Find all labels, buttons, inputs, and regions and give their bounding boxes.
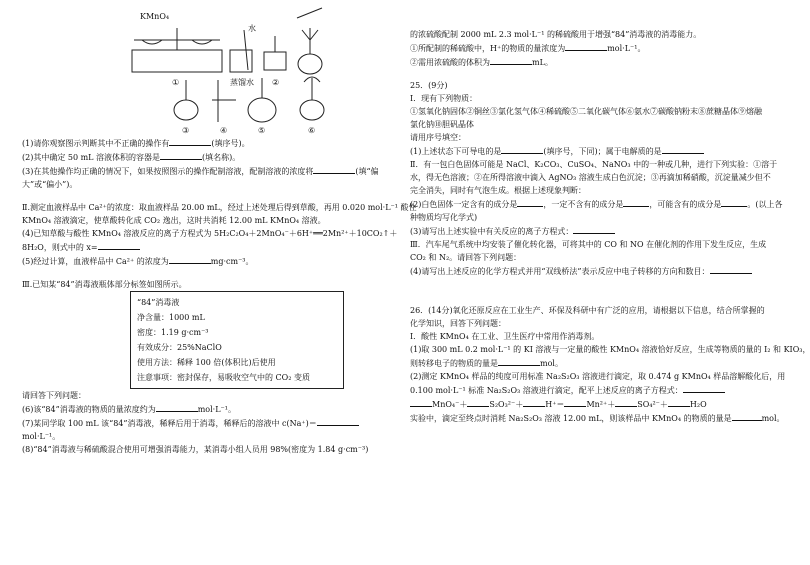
q25-instruction: 请用序号填空： (410, 133, 466, 142)
fig-label-3: ③ (182, 126, 190, 135)
question-8-part-1: ①所配制的稀硫酸中，H⁺的物质的量浓度为 mol·L⁻¹。 (410, 41, 782, 55)
question-2: (2)其中确定 50 mL 溶液体积的容器是 (填名称)。 (22, 150, 394, 164)
q25-question-2-cont: 种物质均写化学式) (410, 213, 478, 222)
answer-blank[interactable] (498, 356, 540, 366)
apparatus-diagram (22, 0, 394, 136)
answer-blank[interactable] (668, 397, 690, 407)
answer-blank[interactable] (683, 383, 725, 393)
answer-blank[interactable] (721, 197, 747, 207)
kmno4-label: KMnO₄ (140, 12, 170, 21)
q26-question-3: 实验中，滴定至终点时消耗 Na₂S₂O₃ 溶液 12.00 mL，则该样品中 KMnO₄ 的物质的量是 mol。 (410, 411, 782, 425)
answer-blank[interactable] (564, 397, 586, 407)
question-8-part-2: ②需用浓硫酸的体积为 mL。 (410, 55, 782, 69)
label-title: “84”消毒液 (137, 298, 180, 307)
answer-blank[interactable] (467, 397, 489, 407)
section-3-intro: Ⅲ.已知某“84”消毒液瓶体部分标签如图所示。 (22, 280, 187, 289)
answer-blank[interactable] (501, 144, 543, 154)
q26-intro-cont: 化学知识，回答下列问题： (410, 319, 506, 328)
right-column (410, 28, 810, 425)
fig-label-5: ⑤ (258, 126, 266, 135)
distilled-water-label: 蒸馏水 (230, 78, 254, 87)
question-25-heading: 25．(9分) (410, 81, 448, 90)
fig-label-2: ② (272, 78, 280, 87)
answer-blank[interactable] (662, 144, 704, 154)
disinfectant-label-box (130, 291, 344, 389)
answer-blank[interactable] (317, 416, 359, 426)
q25-question-1: (1)上述状态下可导电的是 (填序号，下同)；属于电解质的是 (410, 144, 782, 158)
answer-blank[interactable] (523, 397, 545, 407)
section-2-line-1: Ⅱ.测定血液样品中 Ca²⁺的浓度：取血液样品 20.00 mL，经过上述处理后得到草酸，再用 0.020 mol·L⁻¹ 酸性 (22, 203, 417, 212)
q26-part-1: Ⅰ．酸性 KMnO₄ 在工业、卫生医疗中常用作消毒剂。 (410, 332, 600, 341)
answer-blank[interactable] (565, 41, 607, 51)
answer-blank[interactable] (410, 397, 432, 407)
question-7-unit: mol·L⁻¹。 (22, 432, 61, 441)
answer-blank[interactable] (732, 411, 762, 421)
q25-materials-cont: 氯化钠⑩胆矾晶体 (410, 120, 474, 129)
answer-blank[interactable] (573, 224, 615, 234)
question-26-heading: 26．(14分)氧化还原反应在工业生产、环保及科研中有广泛的应用，请根据以下信息，结合所掌握的 (410, 306, 765, 315)
question-1: (1)请你观察图示判断其中不正确的操作有 (填序号)。 (22, 136, 394, 150)
section-2-line-2: KMnO₄ 溶液滴定，使草酸转化成 CO₂ 逸出，这时共消耗 12.00 mL KMnO₄ 溶液。 (22, 216, 326, 225)
question-3-cont: 大”或“偏小”)。 (22, 180, 78, 189)
left-column (22, 0, 417, 456)
fig-label-6: ⑥ (308, 126, 316, 135)
question-5: (5)经过计算，血液样品中 Ca²⁺ 的浓度为 mg·cm⁻³。 (22, 254, 394, 268)
question-4: (4)已知草酸与酸性 KMnO₄ 溶液反应的离子方程式为 5H₂C₂O₄＋2MnO₄⁻＋6H⁺══2Mn²⁺＋10CO₂↑＋ (22, 229, 398, 238)
q25-part-1: Ⅰ．现有下列物质： (410, 94, 478, 103)
answer-blank[interactable] (169, 136, 211, 146)
answer-blank[interactable] (156, 402, 198, 412)
q26-question-1: (1)取 300 mL 0.2 mol·L⁻¹ 的 KI 溶液与一定量的酸性 KMnO₄ 溶液恰好反应，生成等物质的量的 I₂ 和 KIO₃， (410, 345, 810, 354)
answer-blank[interactable] (98, 240, 140, 250)
q25-question-2: (2)白色固体一定含有的成分是 ，一定不含有的成分是 ，可能含有的成分是 。(以上各 (410, 197, 782, 211)
label-density: 密度：1.19 g·cm⁻³ (137, 328, 209, 337)
q25-question-4: (4)请写出上述反应的化学方程式并用“双线桥法”表示反应中电子转移的方向和数目： (410, 264, 782, 278)
q25-part-3-cont: CO₂ 和 N₂。请回答下列问题： (410, 253, 522, 262)
balance-shape (132, 50, 222, 72)
answer-blank[interactable] (169, 254, 211, 264)
question-7: (7)某同学取 100 mL 该“84”消毒液，稀释后用于消毒，稀释后的溶液中 c(Na⁺)＝ (22, 416, 394, 430)
q25-part-2-cont2: 完全消失，同时有气泡生成。根据上述现象判断： (410, 186, 586, 195)
label-usage: 使用方法：稀释 100 倍(体积比)后使用 (137, 358, 276, 367)
answer-blank[interactable] (490, 55, 532, 65)
answer-prompt: 请回答下列问题： (22, 391, 86, 400)
fig-label-4: ④ (220, 126, 228, 135)
q25-part-2-cont: 水，得无色溶液；②在所得溶液中滴入 AgNO₃ 溶液生成白色沉淀；③再滴加稀硝酸，沉淀量减少但不 (410, 173, 771, 182)
answer-blank[interactable] (160, 150, 202, 160)
water-label: 水 (248, 24, 256, 33)
q26-question-2-cont: 0.100 mol·L⁻¹ 标准 Na₂S₂O₃ 溶液进行滴定，配平上述反应的离子方程式： (410, 383, 782, 397)
question-6: (6)该“84”消毒液的物质的量浓度约为 mol·L⁻¹。 (22, 402, 394, 416)
question-4-cont: 8H₂O，则式中的 x= (22, 240, 394, 254)
answer-blank[interactable] (517, 197, 543, 207)
answer-blank[interactable] (615, 397, 637, 407)
question-8: (8)“84”消毒液与稀硫酸混合使用可增强消毒能力，某消毒小组人员用 98%(密度为 1.84 g·cm⁻³) (22, 445, 369, 454)
label-volume: 净含量：1000 mL (137, 313, 205, 322)
q26-equation: MnO₄⁻＋ S₂O₃²⁻＋ H⁺＝ Mn²⁺＋ SO₄²⁻＋ H₂O (410, 397, 782, 411)
question-8-cont: 的浓硫酸配制 2000 mL 2.3 mol·L⁻¹ 的稀硫酸用于增强“84”消毒液的消毒能力。 (410, 30, 702, 39)
label-caution: 注意事项：密封保存，易吸收空气中的 CO₂ 变质 (137, 373, 310, 382)
q25-materials: ①氢氧化钠固体②铜丝③氯化氢气体④稀硫酸⑤二氧化碳气体⑥氨水⑦碳酸钠粉末⑧蔗糖晶体⑨熔融 (410, 107, 762, 116)
q25-question-3: (3)请写出上述实验中有关反应的离子方程式： (410, 224, 782, 238)
answer-blank[interactable] (313, 164, 355, 174)
answer-blank[interactable] (623, 197, 649, 207)
fig-label-1: ① (172, 78, 180, 87)
label-ingredient: 有效成分：25%NaClO (137, 343, 222, 352)
q25-part-2: Ⅱ．有一包白色固体可能是 NaCl、K₂CO₃、CuSO₄、NaNO₃ 中的一种或几种，进行下列实验：①溶于 (410, 160, 778, 169)
question-3: (3)在其他操作均正确的情况下，如果按照图示的操作配制溶液，配制溶液的浓度将 (填“偏 (22, 164, 394, 178)
q26-question-2: (2)测定 KMnO₄ 样品的纯度可用标准 Na₂S₂O₃ 溶液进行滴定，取 0.474 g KMnO₄ 样品溶解酸化后，用 (410, 372, 786, 381)
answer-blank[interactable] (710, 264, 752, 274)
q25-part-3: Ⅲ．汽车尾气系统中均安装了催化转化器，可将其中的 CO 和 NO 在催化剂的作用下发生反应，生成 (410, 240, 767, 249)
experiment-figure (22, 0, 394, 136)
q26-question-1-cont: 则转移电子的物质的量是 mol。 (410, 356, 782, 370)
